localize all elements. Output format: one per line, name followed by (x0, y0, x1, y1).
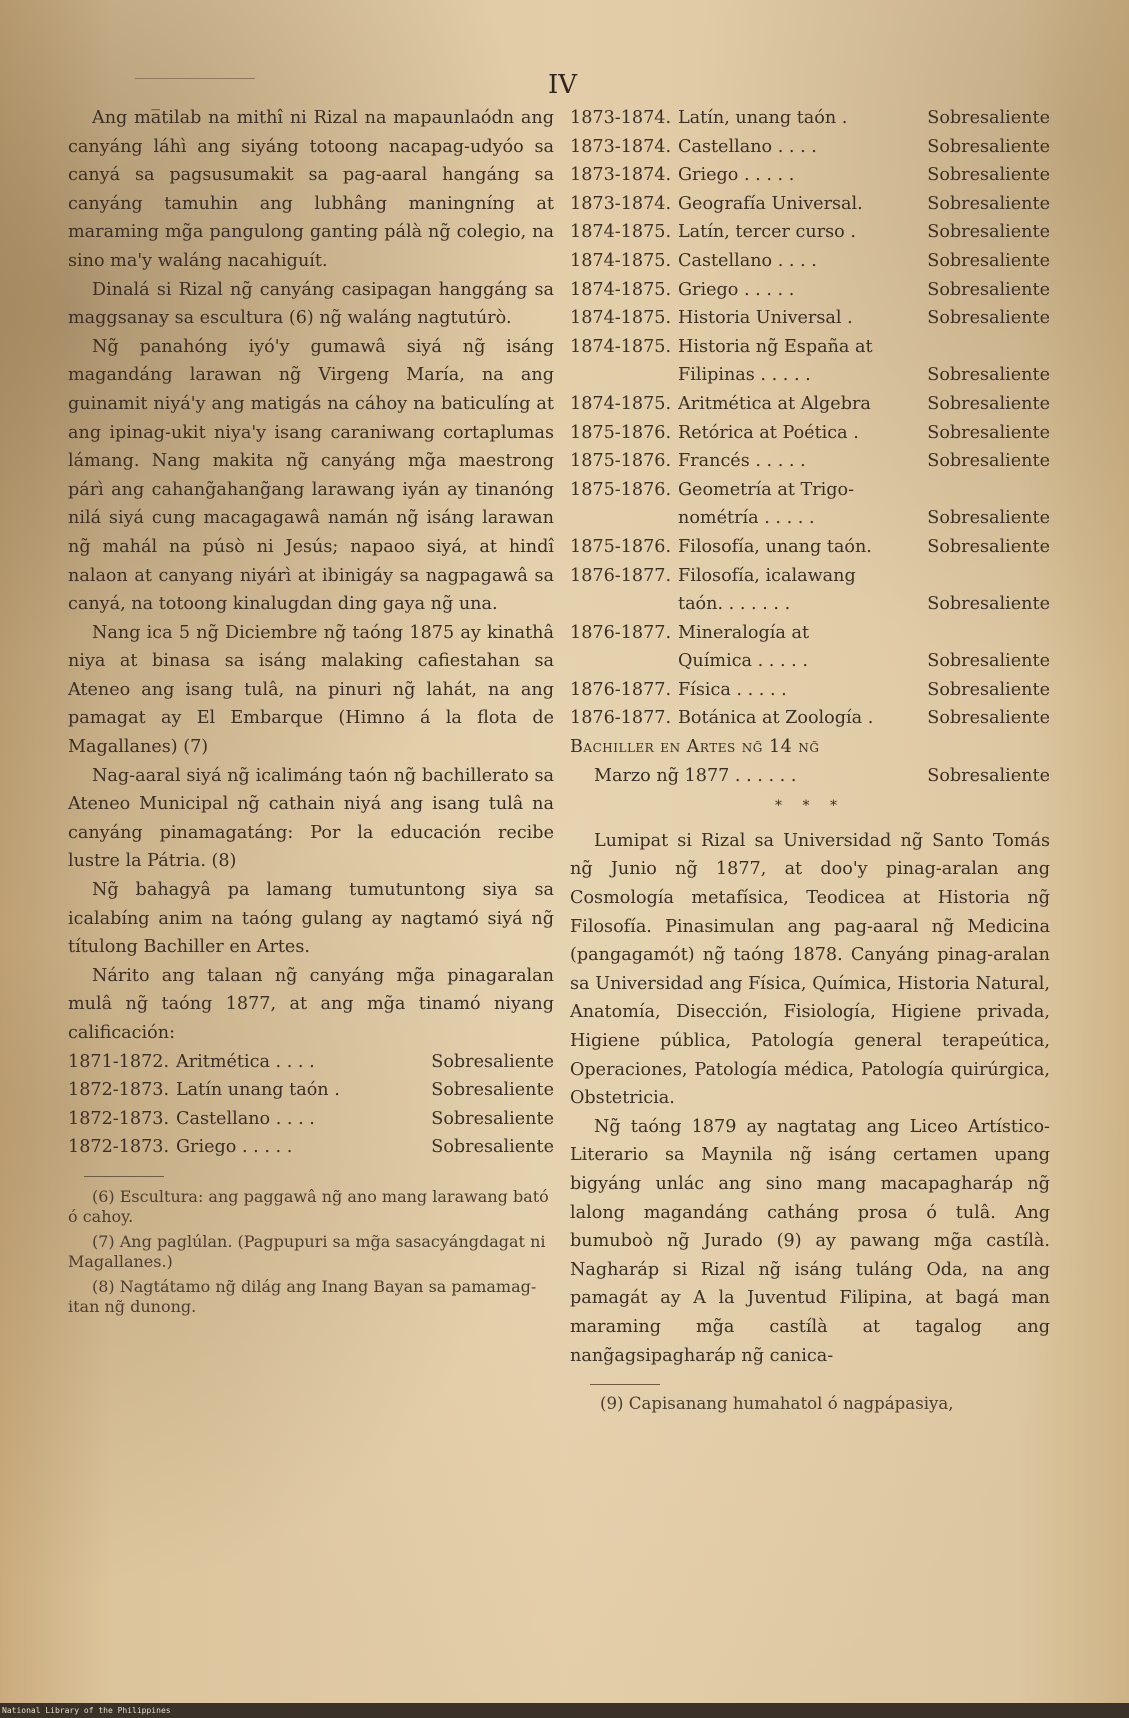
grade-subject: Filosofía, icalawang (678, 565, 856, 586)
grade-year: 1874-1875. (570, 222, 672, 243)
grade-row (570, 190, 1050, 219)
grade-value: Sobresaliente (927, 679, 1050, 700)
grade-row (570, 247, 1050, 276)
grade-subject: Química . . . . . (678, 651, 808, 672)
grade-year: 1875-1876. (570, 451, 672, 472)
paragraph: Ng̃ taóng 1879 ay nagtatag ang Liceo Artístico-Literario sa Maynila ng̃ isáng certamen upang bigyáng unlác ang sino mang macapagharáp ng̃ lalong magandáng catháng prosa ó tulâ. Ang bumuboò ng̃ Jurado (9) ay pawang mg̃a castílà. Nagharáp si Rizal ng̃ isáng tuláng Oda, na ang pamagát ay A la Juventud Filipina, at bagá man maraming mg̃a castílà at tagalog ang nang̃agsipagharáp ng̃ canica- (570, 1116, 1050, 1366)
grade-row (570, 619, 1050, 648)
grade-subject: Física . . . . . (678, 679, 787, 700)
grade-year: 1874-1875. (570, 336, 672, 357)
grade-value: Sobresaliente (927, 136, 1050, 157)
grade-subject: Latín, unang taón . (678, 108, 848, 128)
grade-value (922, 619, 1050, 648)
grade-value: Sobresaliente (927, 422, 1050, 443)
paragraph: Nag-aaral siyá ng̃ icalimáng taón ng̃ bachillerato sa Ateneo Municipal ng̃ cathain niyá ang isang tulâ na canyáng pinamagatáng: Por la educación recibe lustre la Pátria. (8) (68, 765, 554, 872)
bachiller-line: Bachiller en Artes ng̃ 14 ng̃ (570, 737, 820, 758)
grade-value: Sobresaliente (927, 651, 1050, 672)
grade-row (570, 304, 1050, 333)
grade-year: 1876-1877. (570, 708, 672, 729)
grade-value: Sobresaliente (927, 308, 1050, 329)
grade-row (68, 1048, 554, 1077)
grade-year (570, 647, 678, 676)
grade-subject: Castellano . . . . (678, 136, 817, 157)
grade-subject: Historia Universal . (678, 308, 853, 329)
grade-subject: Aritmética at Algebra (678, 393, 871, 414)
grade-row (570, 419, 1050, 448)
grade-year: 1875-1876. (570, 422, 672, 443)
grade-subject: Griego . . . . . (678, 165, 795, 186)
grade-value: Sobresaliente (927, 193, 1050, 214)
grade-value: Sobresaliente (927, 165, 1050, 186)
grade-year: 1873-1874. (570, 165, 672, 186)
grade-year: 1874-1875. (570, 393, 672, 414)
grade-row (570, 390, 1050, 419)
grade-subject: Filipinas . . . . . (678, 365, 811, 386)
grade-value: Sobresaliente (927, 279, 1050, 300)
grades-table-right (570, 104, 1050, 733)
grade-row (570, 476, 1050, 505)
grade-year: 1876-1877. (570, 565, 672, 586)
grade-row (570, 333, 1050, 362)
library-credit: National Library of the Philippines (2, 1706, 171, 1715)
grade-row (68, 1105, 554, 1134)
grade-row (570, 447, 1050, 476)
grade-subject: Geografía Universal. (678, 193, 863, 214)
page-number: IV (548, 70, 578, 100)
grade-value: Sobresaliente (927, 365, 1050, 386)
grade-subject: Francés . . . . . (678, 451, 806, 472)
grade-year (570, 361, 678, 390)
grade-row (570, 704, 1050, 733)
grade-subject: nométría . . . . . (678, 508, 815, 529)
grade-row (570, 361, 1050, 390)
grade-row (570, 590, 1050, 619)
footnote-rule (84, 1176, 164, 1177)
grade-value: Sobresaliente (431, 1137, 554, 1158)
grade-value: Sobresaliente (927, 451, 1050, 472)
grade-year: 1873-1874. (570, 193, 672, 214)
grade-row (570, 276, 1050, 305)
paragraph: Dinalá si Rizal ng̃ canyáng casipagan hanggáng sa maggsanay sa escultura (6) ng̃ waláng nagtutúrò. (68, 279, 554, 329)
grade-value: Sobresaliente (927, 108, 1050, 128)
section-ornament: * * * (775, 798, 845, 815)
grade-year: 1872-1873. (68, 1080, 170, 1101)
grade-row (570, 676, 1050, 705)
footnote: (7) Ang paglúlan. (Pagpupuri sa mg̃a sasacyángdagat ni Magallanes.) (68, 1231, 546, 1272)
grade-value (922, 476, 1050, 505)
grade-year: 1871-1872. (68, 1051, 170, 1072)
paragraph: Ang ma̅tilab na mithî ni Rizal na mapaunlaódn ang canyáng láhì ang siyáng totoong nacapag-udyóo sa canyá sa pagsusumakit sa pag-aaral hangáng sa canyáng tamuhin ang lubhâng maningníng at maraming mg̃a pangulong ganting pálà ng̃ colegio, na sino ma'y waláng nacahiguít. (68, 108, 554, 271)
grade-value: Sobresaliente (927, 393, 1050, 414)
grade-year: 1872-1873. (68, 1137, 170, 1158)
grade-row (68, 1133, 554, 1162)
grade-year: 1876-1877. (570, 679, 672, 700)
grade-subject: Latín, tercer curso . (678, 222, 856, 243)
grade-year: 1874-1875. (570, 250, 672, 271)
grade-subject: Latín unang taón . (176, 1080, 340, 1101)
grade-row (570, 562, 1050, 591)
grade-value: Sobresaliente (927, 250, 1050, 271)
paragraph: Ng̃ bahagyâ pa lamang tumutuntong siya sa icalabíng anim na taóng gulang ay nagtamó siyá ng̃ títulong Bachiller en Artes. (68, 880, 554, 958)
bachiller-row (570, 762, 1050, 791)
right-column (570, 104, 1050, 1415)
grade-year: 1875-1876. (570, 536, 672, 557)
grade-value: Sobresaliente (431, 1051, 554, 1072)
grade-subject: Aritmética . . . . (176, 1051, 315, 1072)
grade-row (570, 647, 1050, 676)
grade-value: Sobresaliente (431, 1080, 554, 1101)
grade-value: Sobresaliente (431, 1108, 554, 1129)
grade-value: Sobresaliente (927, 508, 1050, 529)
footnote: (6) Escultura: ang paggawâ ng̃ ano mang larawang bató ó cahoy. (68, 1186, 549, 1227)
paragraph: Lumipat si Rizal sa Universidad ng̃ Santo Tomás ng̃ Junio ng̃ 1877, at doo'y pinag-aralan ang Cosmología metafísica, Teodicea at Historia ng̃ Filosofía. Pinasimulan ang pag-aaral ng̃ Medicina (pangagamót) ng̃ taóng 1878. Canyáng pinag-aralan sa Universidad ang Física, Química, Historia Natural, Anatomía, Disección, Fisiología, Higiene privada, Higiene pública, Patología general terapeútica, Operaciones, Patología médica, Patología quirúrgica, Obstetricia. (570, 830, 1050, 1109)
grade-year (570, 590, 678, 619)
grade-row (570, 133, 1050, 162)
bachiller-grade: Sobresaliente (927, 765, 1050, 786)
paragraph: Ng̃ panahóng iyó'y gumawâ siyá ng̃ isáng magandáng larawan ng̃ Virgeng María, na ang guinamit niyá'y ang matigás na cáhoy na baticulíng at ang ipinag-ukit niya'y isang caraniwang cortaplumas lámang. Nang makita ng̃ canyáng mg̃a maestrong párì ang cahang̃ahang̃ang larawang iyán ay tinanóng nilá siyá cung macagagawâ namán ng̃ isáng larawan ng̃ mahál na púsò ni Jesús; napaoo siyá, at hindî nalaon at canyang niyárì at ibinigáy sa nagpagawâ sa canyá, na totoong kinalugdan ding gaya ng̃ una. (68, 336, 554, 615)
grade-subject: Mineralogía at (678, 622, 810, 643)
grade-row (570, 104, 1050, 133)
grade-value (922, 562, 1050, 591)
footnotes (68, 1187, 554, 1318)
grade-subject: Griego . . . . . (176, 1137, 293, 1158)
grade-year (570, 504, 678, 533)
grade-year: 1876-1877. (570, 622, 672, 643)
grade-year: 1873-1874. (570, 108, 672, 128)
grade-value: Sobresaliente (927, 536, 1050, 557)
grade-subject: Retórica at Poética . (678, 422, 859, 443)
grade-subject: Griego . . . . . (678, 279, 795, 300)
footnote: (9) Capisanang humahatol ó nagpápasiya, (600, 1394, 954, 1414)
grade-value: Sobresaliente (927, 222, 1050, 243)
grade-subject: Filosofía, unang taón. (678, 536, 872, 557)
grade-row (570, 504, 1050, 533)
grade-row (570, 161, 1050, 190)
grade-year: 1872-1873. (68, 1108, 170, 1129)
grade-year: 1874-1875. (570, 279, 672, 300)
grade-subject: Castellano . . . . (176, 1108, 315, 1129)
grade-row (570, 218, 1050, 247)
grade-year: 1875-1876. (570, 479, 672, 500)
bachiller-date: Marzo ng̃ 1877 . . . . . . (594, 765, 797, 786)
footnote-rule (590, 1384, 660, 1385)
left-column (68, 104, 554, 1322)
footnote: (8) Nagtátamo ng̃ dilág ang Inang Bayan sa pamamag-itan ng̃ dunong. (68, 1276, 537, 1317)
grade-subject: Historia ng̃ España at (678, 336, 873, 357)
grade-subject: taón. . . . . . . (678, 594, 791, 615)
grade-subject: Botánica at Zoología . (678, 708, 874, 729)
grade-subject: Castellano . . . . (678, 250, 817, 271)
header-rule (135, 78, 255, 79)
grade-value: Sobresaliente (927, 594, 1050, 615)
paragraph: Nang ica 5 ng̃ Diciembre ng̃ taóng 1875 ay kinathâ niya at binasa sa isáng malaking cafiestahan sa Ateneo ang isang tulâ, na pinuri ng̃ lahát, na ang pamagat ay El Embarque (Himno á la flota de Magallanes) (7) (68, 622, 554, 758)
grade-row (570, 533, 1050, 562)
grade-year: 1873-1874. (570, 136, 672, 157)
grade-value (922, 333, 1050, 362)
grades-table-left (68, 1048, 554, 1162)
paragraph: Nárito ang talaan ng̃ canyáng mg̃a pinagaralan mulâ ng̃ taóng 1877, at ang mg̃a tinamó niyang calificación: (68, 965, 554, 1043)
grade-subject: Geometría at Trigo- (678, 479, 855, 500)
grade-value: Sobresaliente (927, 708, 1050, 729)
grade-year: 1874-1875. (570, 308, 672, 329)
grade-row (68, 1076, 554, 1105)
